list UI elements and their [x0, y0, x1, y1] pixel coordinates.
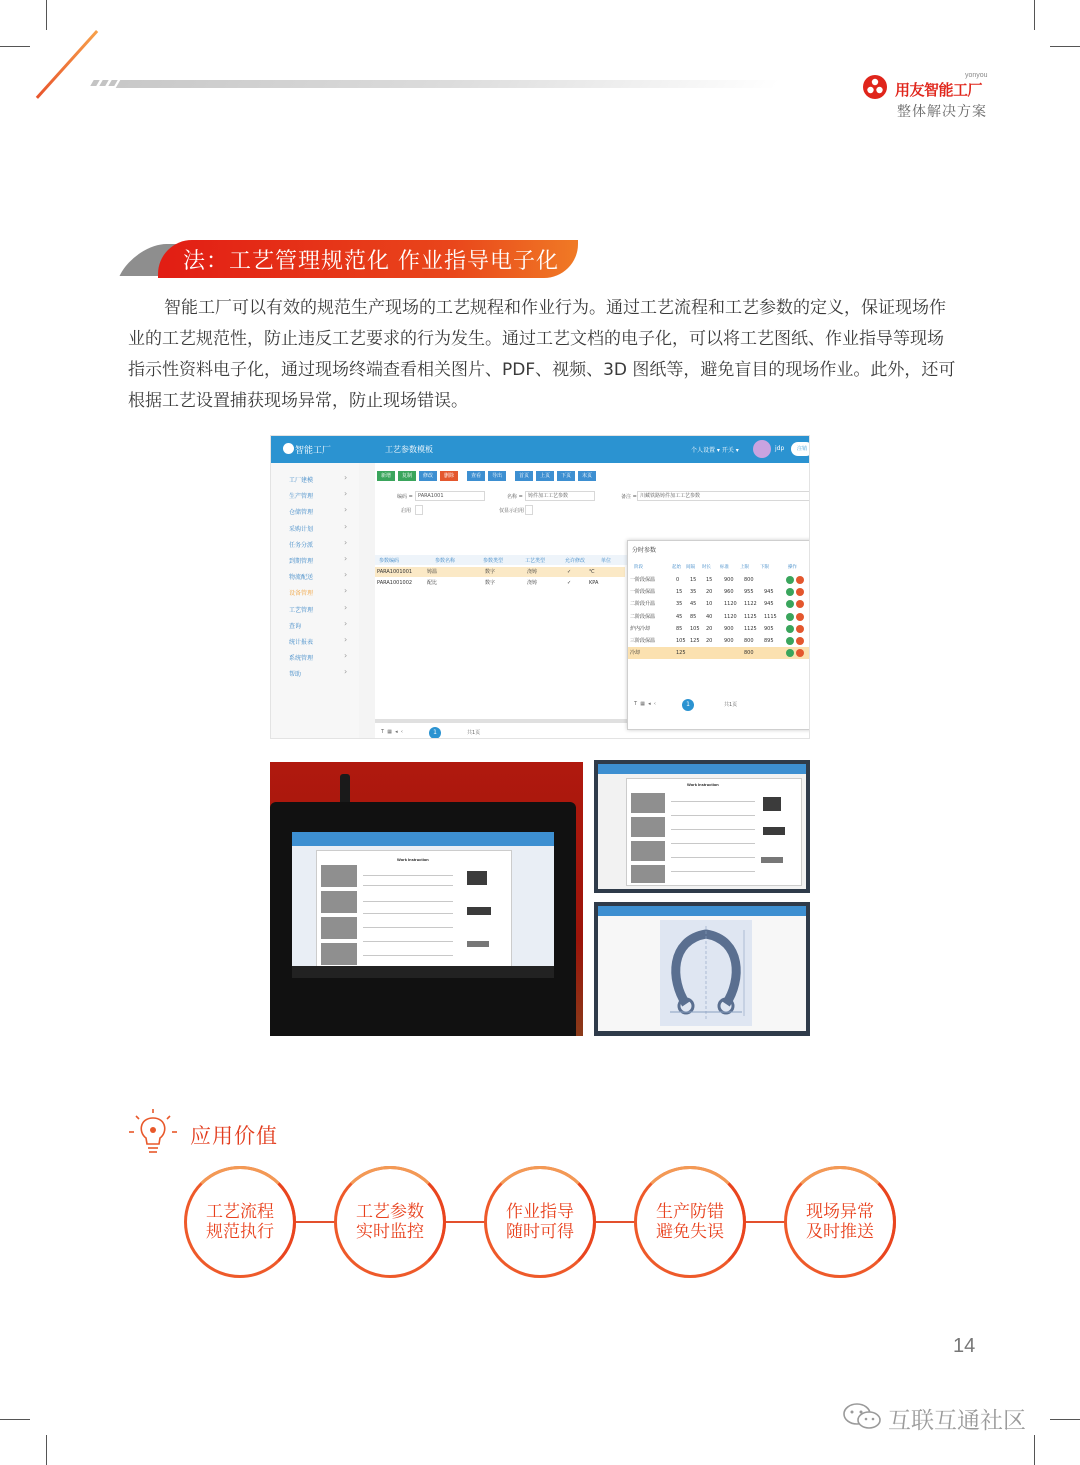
popup-table-row [628, 574, 810, 586]
sidebar-item: 仓储管理 [289, 509, 314, 517]
crop-mark [1050, 46, 1080, 47]
crop-mark [46, 1435, 47, 1465]
doc-photo [631, 865, 665, 883]
value-circle-line2: 实时监控 [356, 1222, 424, 1242]
popup-table-cell: 945 [764, 601, 774, 608]
popup-table-cell: 905 [764, 625, 774, 632]
crop-mark [1034, 0, 1035, 30]
doc-photo [321, 943, 357, 965]
sidebar-item: 系统管理 [289, 655, 314, 663]
doc-tool-image [467, 941, 489, 947]
value-circle [784, 1166, 896, 1278]
sidebar-item: 查询 [289, 622, 302, 630]
value-circle [184, 1166, 296, 1278]
filter-enabled-checkbox [415, 505, 423, 515]
popup-table-cell: 1120 [724, 613, 737, 620]
table-cell: 数字 [485, 580, 496, 586]
value-circle-text [650, 1202, 730, 1242]
app-sidebar [271, 463, 359, 739]
popup-table-cell: 45 [676, 613, 683, 620]
wechat-icon [842, 1402, 882, 1432]
filter-note-field: 川藏铁路铸件加工工艺参数 [637, 491, 810, 501]
popup-column-header: 起始 [672, 565, 681, 570]
value-circle-text [500, 1202, 580, 1242]
tablet-app-bar [292, 832, 554, 846]
table-page-number: 1 [429, 727, 441, 739]
table-cell: 配比 [427, 580, 438, 586]
popup-table-row [628, 598, 810, 610]
popup-table-cell: 一阶段保温 [630, 577, 656, 583]
chevron-right-icon: › [344, 651, 348, 661]
toolbar-button: 末页 [578, 471, 596, 481]
filter-note-label: 备注 = [621, 494, 637, 500]
table-column-header: 参数编码 [379, 558, 400, 564]
value-circle-line2: 避免失误 [656, 1222, 724, 1242]
table-column-header: 单位 [601, 558, 612, 564]
chevron-right-icon: › [344, 635, 348, 644]
toolbar-button: 首页 [515, 471, 533, 481]
doc-photo [321, 865, 357, 887]
tablet-nav-bar [292, 966, 554, 978]
value-circle [484, 1166, 596, 1278]
popup-table-cell: 20 [706, 625, 713, 632]
doc-line [671, 801, 755, 802]
doc-line [363, 901, 453, 902]
popup-column-header: 间隔 [686, 565, 695, 570]
sidebar-item: 工厂建模 [289, 477, 314, 484]
toolbar-button: 新增 [377, 471, 395, 481]
delete-row-icon [796, 649, 804, 657]
popup-table-cell: 1122 [744, 601, 757, 608]
popup-column-header: 操作 [788, 565, 797, 570]
value-circle-text [200, 1202, 280, 1242]
header-orange-stroke [36, 30, 98, 99]
table-pager-icons: T ▦ ◂ ‹ [381, 729, 403, 735]
delete-row-icon [796, 600, 804, 608]
crop-mark [0, 1419, 30, 1420]
table-column-header: 工艺类型 [525, 558, 546, 564]
header-grey-band [116, 80, 781, 88]
chevron-right-icon: › [344, 554, 348, 563]
toolbar-button: 上页 [536, 471, 554, 481]
popup-column-header: 上限 [740, 565, 749, 570]
section-title: 法：工艺管理规范化 作业指导电子化 [183, 249, 559, 274]
value-circle-line1: 工艺流程 [206, 1202, 274, 1222]
chevron-right-icon: › [344, 618, 348, 628]
value-circle-text [800, 1202, 880, 1242]
app-user-name: jdp [775, 445, 785, 452]
toolbar-button: 删除 [440, 471, 458, 481]
popup-table-cell: 45 [690, 601, 697, 608]
popup-table-cell: 35 [690, 589, 697, 596]
sidebar-item: 物流配送 [289, 574, 314, 582]
popup-table-row [628, 647, 810, 659]
value-circle [634, 1166, 746, 1278]
doc-line [363, 941, 453, 942]
popup-table-cell: 二阶段保温 [630, 613, 656, 620]
table-column-header: 允许修改 [565, 558, 586, 564]
popup-table-cell: 945 [764, 589, 774, 596]
popup-table-header [628, 563, 810, 572]
filter-show-label: 仅显示启用 [499, 508, 525, 514]
popup-title: 分时参数 [632, 547, 657, 554]
popup-table-cell: 三阶段保温 [630, 638, 656, 644]
doc-line [671, 857, 755, 858]
sidebar-item: 任务分派 [289, 541, 314, 549]
popup-table-cell: 955 [744, 589, 754, 596]
doc-line [363, 875, 453, 876]
filter-enabled-label: 启用 [401, 508, 412, 514]
table-cell: 铸温 [427, 569, 438, 575]
sidebar-item: 生产管理 [289, 493, 314, 501]
chevron-right-icon: › [344, 505, 348, 515]
toolbar-button: 复制 [398, 471, 416, 481]
chevron-right-icon: › [344, 537, 348, 547]
logout-button: 注销 [791, 442, 810, 456]
app-logo-icon [283, 443, 294, 454]
toolbar-button: 修改 [419, 471, 437, 481]
add-row-icon [786, 588, 794, 596]
popup-table-cell: 0 [676, 577, 680, 583]
sidebar-item: 帮助 [289, 671, 302, 679]
popup-table-cell: 800 [744, 577, 754, 583]
popup-table-row [628, 635, 810, 647]
chevron-right-icon: › [344, 586, 348, 596]
popup-table-cell: 1125 [744, 613, 757, 620]
popup-table-cell: 85 [690, 613, 697, 620]
popup-table-cell: 960 [724, 589, 734, 596]
popup-page-number: 1 [682, 699, 694, 711]
popup-table-cell: 900 [724, 625, 734, 632]
table-cell: ✓ [567, 580, 572, 586]
filter-code-label: 编码 = [397, 494, 413, 500]
doc-photo [631, 793, 665, 813]
delete-row-icon [796, 625, 804, 633]
doc-line [671, 815, 755, 816]
sidebar-item: 统计报表 [289, 639, 314, 646]
doc-tool-image [763, 827, 785, 835]
work-instruction-screenshot [594, 760, 810, 893]
table-cell: PARA1001001 [377, 569, 413, 575]
app-tab-title: 工艺参数模板 [385, 445, 433, 454]
table-cell: ℃ [589, 569, 595, 575]
table-cell: ✓ [567, 569, 572, 575]
table-cell: 浇铸 [527, 569, 538, 575]
doc-photo [321, 891, 357, 913]
filter-name-field: 铸件加工工艺参数 [525, 491, 595, 501]
add-row-icon [786, 576, 794, 584]
screenshot-page [598, 916, 806, 1031]
popup-table-cell: 800 [744, 650, 754, 657]
popup-pager-text: 共1页 [724, 702, 738, 708]
sidebar-item: 工艺管理 [289, 606, 314, 614]
screenshot-title-bar [598, 764, 806, 774]
value-circle [334, 1166, 446, 1278]
value-circle-line2: 随时可得 [506, 1222, 574, 1242]
popup-table-cell: 105 [690, 625, 700, 632]
doc-title: Work Instruction [397, 857, 429, 862]
popup-table-cell: 冷却 [630, 650, 641, 657]
app-topbar [271, 436, 810, 463]
popup-table-cell: 15 [706, 577, 713, 583]
popup-table-cell: 35 [676, 601, 683, 608]
avatar [753, 440, 771, 458]
popup-table-cell: 10 [706, 601, 713, 608]
lightbulb-icon [128, 1108, 178, 1158]
popup-column-header: 下限 [760, 565, 769, 570]
add-row-icon [786, 649, 794, 657]
yonyou-logo-icon [862, 74, 888, 100]
delete-row-icon [796, 613, 804, 621]
watermark-text: 互联互通社区 [888, 1408, 1026, 1434]
table-cell: KPA [589, 580, 599, 586]
value-circle-line1: 作业指导 [506, 1202, 574, 1222]
table-cell: 浇铸 [527, 580, 538, 586]
crop-mark [1050, 1419, 1080, 1420]
popup-pager-icons: T ▦ ◂ ‹ [634, 701, 656, 707]
add-row-icon [786, 637, 794, 645]
app-screenshot [270, 435, 810, 739]
popup-table-row [628, 623, 810, 635]
add-row-icon [786, 600, 794, 608]
table-cell: 数字 [485, 569, 496, 575]
sidebar-item: 采购计划 [289, 525, 314, 533]
doc-line [363, 885, 453, 886]
crop-mark [0, 46, 30, 47]
popup-table-row [628, 611, 810, 623]
delete-row-icon [796, 637, 804, 645]
brand-small-text: yonyou [965, 72, 988, 79]
popup-table-cell: 85 [676, 625, 683, 632]
crop-mark [46, 0, 47, 30]
popup-table-cell: 1115 [764, 613, 777, 620]
doc-photo [631, 817, 665, 837]
sidebar-item: 设备管理 [289, 590, 314, 598]
tablet-device [270, 802, 576, 1036]
table-column-header: 参数名称 [435, 558, 456, 564]
filter-name-label: 名称 = [507, 494, 523, 500]
table-row [375, 578, 625, 588]
brand-subtitle: 整体解决方案 [897, 104, 987, 120]
section-paragraph: 智能工厂可以有效的规范生产现场的工艺规程和作业行为。通过工艺流程和工艺参数的定义，保证现场作业的工艺规范性，防止违反工艺要求的行为发生。通过工艺文档的电子化，可以将工艺图纸、作业指导等现场指示性资料电子化，通过现场终端查看相关图片、PDF、视频、3D 图纸等，避免盲目的现场作业。此外，还可根据工艺设置捕获现场异常，防止现场错误。 [128, 298, 956, 411]
popup-table-cell: 105 [676, 638, 686, 644]
screenshot-page [598, 774, 806, 889]
doc-line [363, 955, 453, 956]
delete-row-icon [796, 588, 804, 596]
popup-table-cell: 125 [690, 638, 700, 644]
time-params-popup [627, 540, 810, 730]
table-cell: PARA1001002 [377, 580, 413, 586]
doc-tool-image [761, 857, 783, 863]
page-number: 14 [953, 1335, 976, 1357]
doc-line [671, 843, 755, 844]
chevron-right-icon: › [344, 473, 348, 482]
popup-column-header: 时长 [702, 565, 711, 570]
toolbar-button: 查看 [467, 471, 485, 481]
toolbar-button: 导出 [488, 471, 506, 481]
crop-mark [1034, 1435, 1035, 1465]
popup-table-cell: 20 [706, 638, 713, 644]
filter-code-field: PARA1001 [415, 491, 485, 501]
drawing-screenshot [594, 902, 810, 1036]
screenshot-doc-title: Work Instruction [687, 782, 719, 787]
doc-tool-image [467, 907, 491, 915]
add-row-icon [786, 613, 794, 621]
filter-show-checkbox [525, 505, 533, 515]
value-title: 应用价值 [190, 1124, 278, 1148]
tablet-screen [292, 832, 554, 978]
value-circle-line1: 工艺参数 [356, 1202, 424, 1222]
value-circle-line2: 及时推送 [806, 1222, 874, 1242]
popup-table-row [628, 586, 810, 598]
doc-line [671, 829, 755, 830]
app-logo-text: 智能工厂 [295, 446, 332, 456]
doc-line [363, 913, 453, 914]
shackle-drawing [660, 920, 752, 1026]
value-circle-line1: 生产防错 [656, 1202, 724, 1222]
value-circle-text [350, 1202, 430, 1242]
popup-column-header: 阶段 [634, 565, 643, 570]
tablet-photo [270, 762, 583, 1036]
chevron-right-icon: › [344, 521, 348, 531]
chevron-right-icon: › [344, 570, 348, 580]
popup-table-cell: 15 [690, 577, 697, 583]
popup-column-header: 标准 [720, 565, 729, 570]
add-row-icon [786, 625, 794, 633]
chevron-right-icon: › [344, 667, 348, 677]
doc-line [363, 927, 453, 928]
popup-table-cell: 125 [676, 650, 686, 657]
sidebar-item: 到期管理 [289, 558, 314, 565]
popup-table-cell: 1120 [724, 601, 737, 608]
delete-row-icon [796, 576, 804, 584]
screenshot-title-bar [598, 906, 806, 916]
popup-table-cell: 895 [764, 638, 774, 644]
popup-table-cell: 900 [724, 577, 734, 583]
popup-table-cell: 900 [724, 638, 734, 644]
popup-table-cell: 15 [676, 589, 683, 596]
app-top-menu: 个人设置 ▾ 开关 ▾ [691, 447, 739, 454]
chevron-right-icon: › [344, 489, 348, 499]
doc-tool-image [467, 871, 487, 885]
popup-table-cell: 20 [706, 589, 713, 596]
doc-line [671, 871, 755, 872]
chevron-right-icon: › [344, 602, 348, 612]
screenshot-document [626, 778, 802, 886]
doc-tool-image [763, 797, 781, 811]
doc-photo [631, 841, 665, 861]
work-instruction-document [316, 850, 512, 972]
table-column-header: 参数类型 [483, 558, 504, 564]
value-circle-line2: 规范执行 [206, 1222, 274, 1242]
table-row [375, 567, 625, 577]
popup-table-cell: 炉内冷却 [630, 625, 651, 632]
popup-table-cell: 二阶段升温 [630, 601, 656, 608]
popup-table-cell: 800 [744, 638, 754, 644]
popup-table-cell: 1125 [744, 625, 757, 632]
toolbar-button: 下页 [557, 471, 575, 481]
table-pager-text: 共1页 [467, 730, 481, 736]
popup-table-cell: 一阶段保温 [630, 589, 656, 596]
doc-photo [321, 917, 357, 939]
brand-name: 用友智能工厂 [895, 81, 983, 99]
popup-table-cell: 40 [706, 613, 713, 620]
value-circle-line1: 现场异常 [806, 1202, 874, 1222]
